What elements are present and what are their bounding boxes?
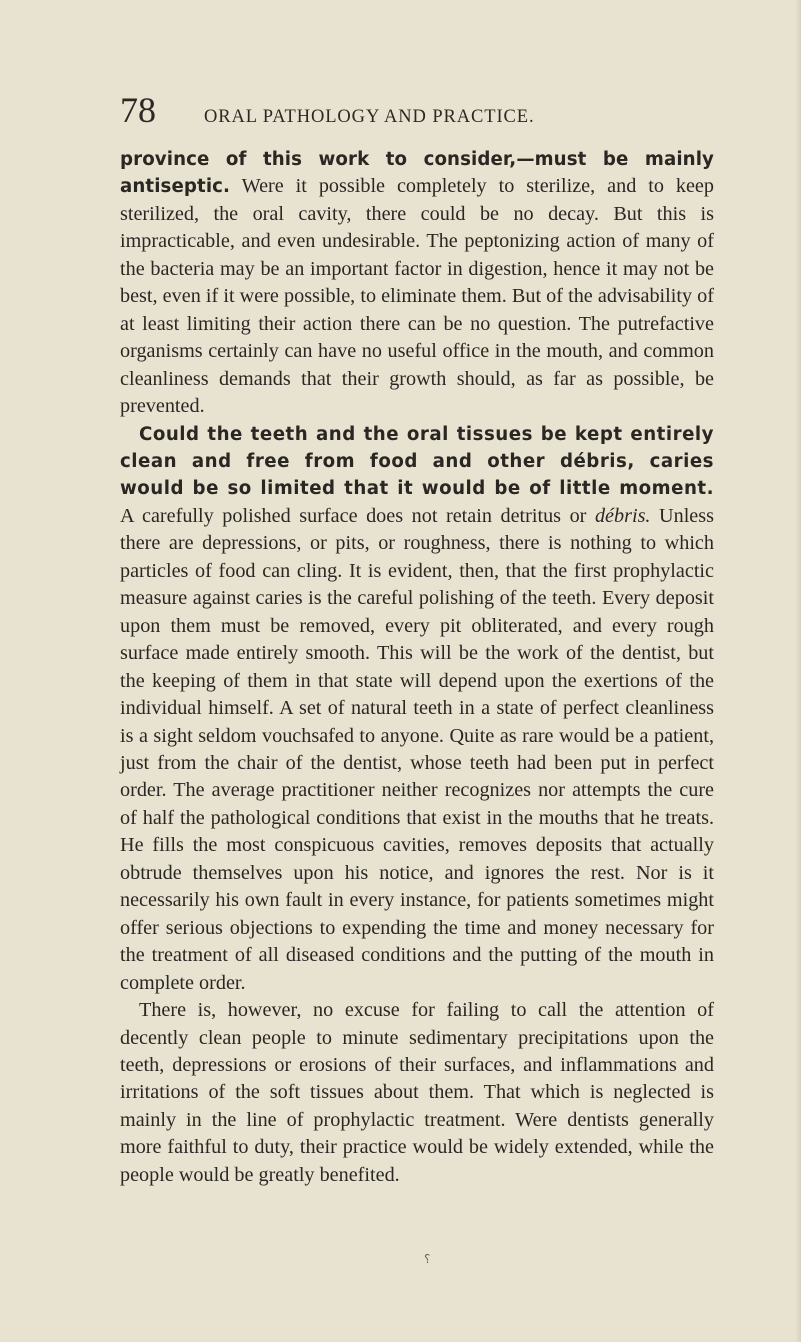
page-content [120,92,714,1189]
paragraph-2-text-b: Unless there are depressions, or pits, or roughness, there is nothing to which particles of food can cling. It is evident, then, that the first prophylactic measure against caries is the careful polishing of the teeth. Every deposit upon them must be removed, every pit obliterated, and every rough surface made entirely smooth. This will be the work of the dentist, but the keeping of them in that state will depend upon the exertions of the individual himself. A set of natural teeth in a state of perfect cleanliness is a sight seldom vouchsafed to anyone. Quite as rare would be a patient, just from the chair of the dentist, whose teeth had been put in perfect order. The average practitioner neither recognizes nor attempts the cure of half the pathological conditions that exist in the mouths that he treats. He fills the most conspicuous cavities, removes deposits that actually obtrude themselves upon his notice, and ignores the rest. Nor is it necessarily his own fault in every instance, for patients sometimes might offer serious objections to expending the time and money necessary for the treatment of all diseased conditions and the putting of the mouth in complete order. [120,504,714,994]
page-edge-shadow [795,0,801,1342]
paragraph-2-italic: débris. [594,504,651,527]
paragraph-1-text: Were it possible completely to sterilize, and to keep sterilized, the oral cavity, there could be no decay. But this is impracticable, and even undesirable. The peptonizing action of many of the bacteria may be an important factor in digestion, hence it may not be best, even if it were possible, to eliminate them. But of the advisability of at least limiting their action there can be no question. The putrefactive organisms certainly can have no useful office in the mouth, and common cleanliness demands that their growth should, as far as possible, be prevented. [120,175,714,418]
page-mark: ⸮ [424,1252,431,1266]
paragraph-1-bold-lead: province of this work to consider,—must be mainly antiseptic. [120,149,714,198]
paragraph-2 [120,421,714,998]
paragraph-2-bold-lead: Could the teeth and the oral tissues be kept entirely clean and free from food and other débris, caries would be so limited that it would be of little moment. [120,423,715,500]
paragraph-1 [120,146,714,421]
paragraph-3 [120,997,714,1189]
paragraph-3-text: There is, however, no excuse for failing to call the attention of decently clean people to minute sedimentary precipitations upon the teeth, depressions or erosions of their surfaces, and inflammations and irritations of the soft tissues about them. That which is neglected is mainly in the line of prophylactic treatment. Were dentists generally more faithful to duty, their practice would be widely extended, while the people would be greatly benefited. [120,999,714,1186]
running-head [120,92,714,138]
page-number: 78 [120,90,156,130]
paragraph-2-text-a: A carefully polished surface does not retain detritus or [120,504,595,527]
running-title: ORAL PATHOLOGY AND PRACTICE. [204,107,535,127]
